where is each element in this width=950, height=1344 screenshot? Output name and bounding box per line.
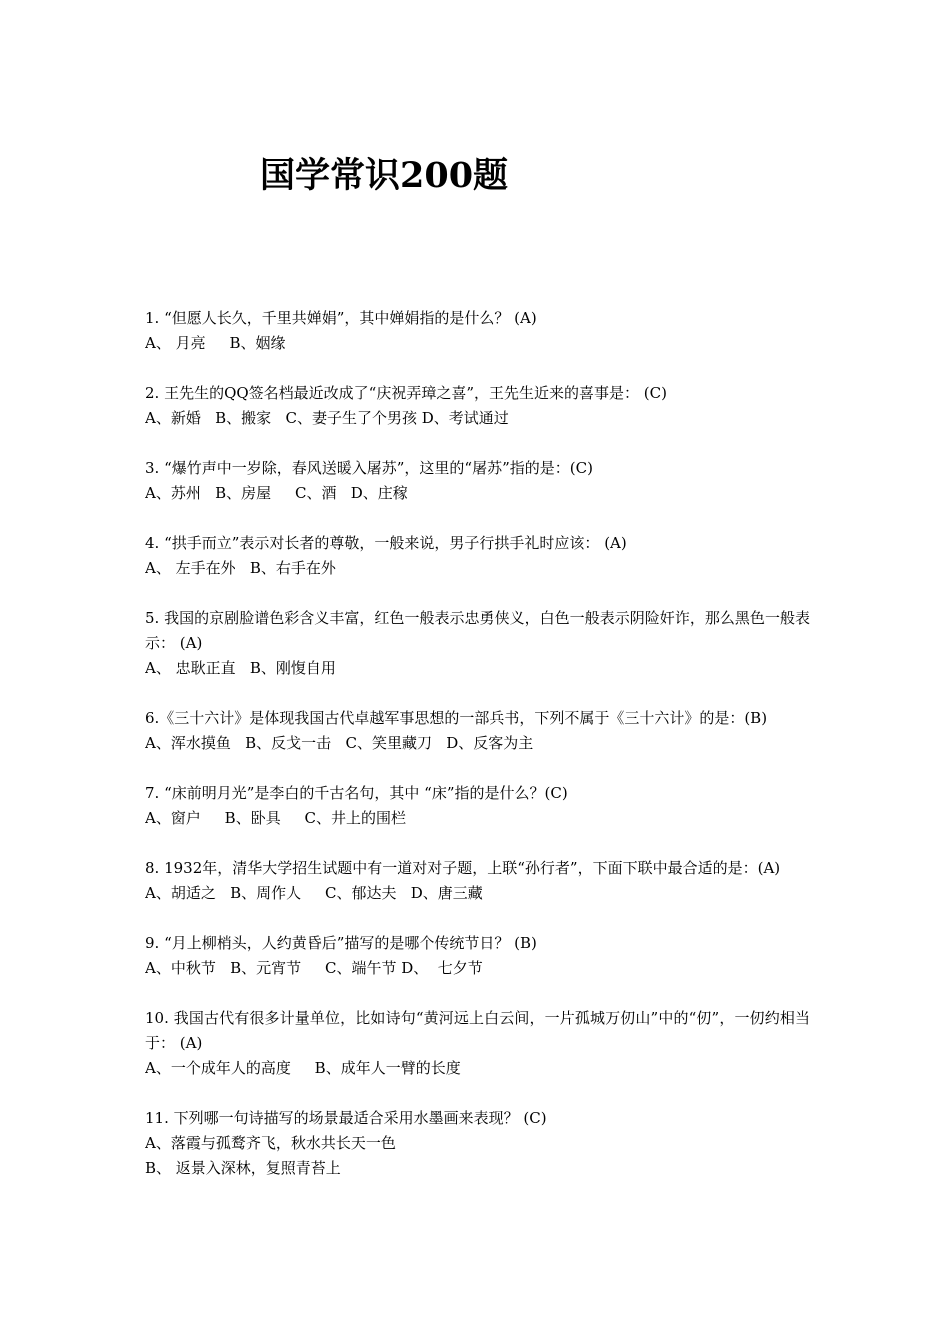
question-text: 8. 1932年，清华大学招生试题中有一道对对子题，上联“孙行者”，下面下联中最合适的是：(A) xyxy=(145,859,781,877)
question-text: 9. “月上柳梢头，人约黄昏后”描写的是哪个传统节日？ (B) xyxy=(145,934,537,952)
question-text: 5. 我国的京剧脸谱色彩含义丰富，红色一般表示忠勇侠义，白色一般表示阴险奸诈，那么黑色一般表示： (A) xyxy=(145,609,810,652)
question-options: A、一个成年人的高度 B、成年人一臂的长度 xyxy=(145,1059,461,1077)
question-item xyxy=(145,931,810,981)
question-options: A、浑水摸鱼 B、反戈一击 C、笑里藏刀 D、反客为主 xyxy=(145,734,534,752)
document-title: 国学常识200题 xyxy=(260,155,509,196)
question-text: 2. 王先生的QQ签名档最近改成了“庆祝弄璋之喜”，王先生近来的喜事是： (C) xyxy=(145,384,667,402)
question-options: A、落霞与孤鹜齐飞，秋水共长天一色 xyxy=(145,1134,396,1152)
question-item xyxy=(145,606,810,681)
question-options: A、 月亮 B、姻缘 xyxy=(145,334,286,352)
question-options: A、窗户 B、卧具 C、井上的围栏 xyxy=(145,809,407,827)
question-text: 11. 下列哪一句诗描写的场景最适合采用水墨画来表现？ (C) xyxy=(145,1109,547,1127)
question-item xyxy=(145,306,810,356)
question-item xyxy=(145,781,810,831)
question-text: 1. “但愿人长久，千里共婵娟”，其中婵娟指的是什么？ (A) xyxy=(145,309,537,327)
question-item xyxy=(145,531,810,581)
question-options: B、 返景入深林，复照青苔上 xyxy=(145,1159,341,1177)
question-list xyxy=(145,306,810,1206)
question-options: A、胡适之 B、周作人 C、郁达夫 D、唐三藏 xyxy=(145,884,483,902)
question-item xyxy=(145,1006,810,1081)
question-item xyxy=(145,1106,810,1181)
question-options: A、 左手在外 B、右手在外 xyxy=(145,559,336,577)
question-item xyxy=(145,706,810,756)
question-item xyxy=(145,381,810,431)
question-options: A、新婚 B、搬家 C、妻子生了个男孩 D、考试通过 xyxy=(145,409,509,427)
question-text: 10. 我国古代有很多计量单位，比如诗句“黄河远上白云间，一片孤城万仞山”中的“仞”，一仞约相当于： (A) xyxy=(145,1009,810,1052)
question-item xyxy=(145,456,810,506)
question-text: 7. “床前明月光”是李白的千古名句，其中 “床”指的是什么？(C) xyxy=(145,784,568,802)
question-text: 4. “拱手而立”表示对长者的尊敬，一般来说，男子行拱手礼时应该： (A) xyxy=(145,534,627,552)
question-item xyxy=(145,856,810,906)
question-options: A、中秋节 B、元宵节 C、端午节 D、 七夕节 xyxy=(145,959,483,977)
question-text: 6.《三十六计》是体现我国古代卓越军事思想的一部兵书，下列不属于《三十六计》的是：(B) xyxy=(145,709,768,727)
question-text: 3. “爆竹声中一岁除，春风送暖入屠苏”，这里的“屠苏”指的是：(C) xyxy=(145,459,593,477)
question-options: A、苏州 B、房屋 C、酒 D、庄稼 xyxy=(145,484,408,502)
question-options: A、 忠耿正直 B、刚愎自用 xyxy=(145,659,336,677)
